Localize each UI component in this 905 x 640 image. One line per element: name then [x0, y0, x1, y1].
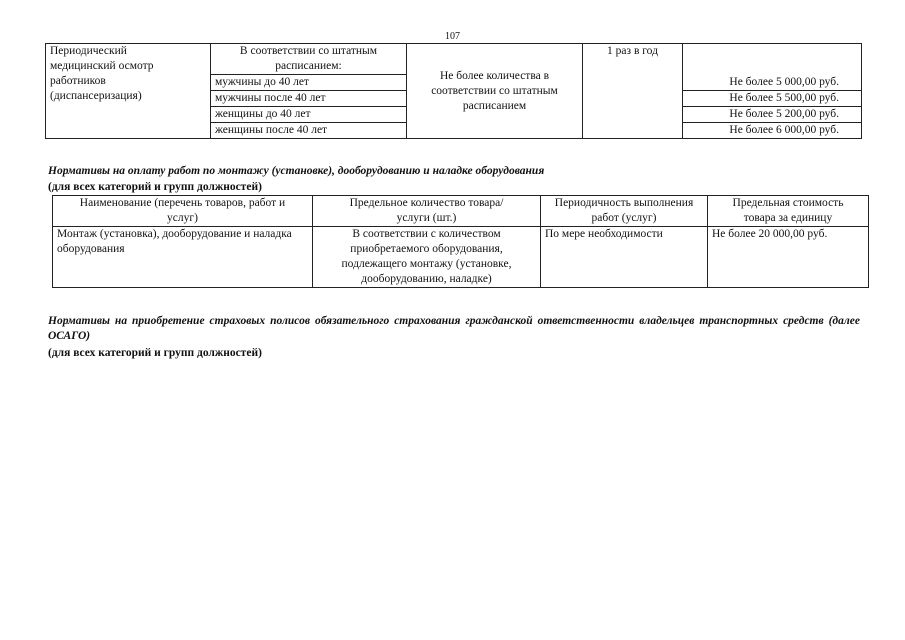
category-cell: мужчины до 40 лет: [211, 75, 407, 91]
price-cell: Не более 5 500,00 руб.: [683, 91, 862, 107]
section-subheading: (для всех категорий и групп должностей): [48, 347, 262, 359]
item-price: Не более 20 000,00 руб.: [708, 227, 869, 288]
category-cell: женщины после 40 лет: [211, 123, 407, 139]
page-number: 107: [445, 31, 460, 42]
item-frequency: По мере необходимости: [541, 227, 708, 288]
section-heading: Нормативы на приобретение страховых полисов обязательного страхования гражданской ответственности владельцев транспортных средств (далее ОСАГО): [48, 315, 860, 342]
item-name: Монтаж (установка), дооборудование и наладка оборудования: [53, 227, 313, 288]
column-header: Периодичность выполнения работ (услуг): [541, 196, 708, 227]
service-name: Периодический медицинский осмотр работников (диспансеризация): [46, 44, 211, 139]
section-subheading: (для всех категорий и групп должностей): [48, 181, 262, 193]
medical-exam-table: [45, 43, 862, 139]
section-heading: Нормативы на оплату работ по монтажу (установке), дооборудованию и наладке оборудования: [48, 165, 545, 177]
price-spacer: [683, 44, 862, 75]
installation-table: [52, 195, 869, 288]
table-row: [53, 227, 869, 288]
quantity-cell: Не более количества в соответствии со штатным расписанием: [407, 44, 583, 139]
column-header: Наименование (перечень товаров, работ и услуг): [53, 196, 313, 227]
category-cell: мужчины после 40 лет: [211, 91, 407, 107]
table-header-row: [53, 196, 869, 227]
item-quantity: В соответствии с количеством приобретаемого оборудования, подлежащего монтажу (установке, дооборудованию, наладке): [313, 227, 541, 288]
table-row: [46, 44, 862, 75]
column-header: Предельная стоимость товара за единицу: [708, 196, 869, 227]
basis-cell: В соответствии со штатным расписанием:: [211, 44, 407, 75]
frequency-cell: 1 раз в год: [583, 44, 683, 139]
price-cell: Не более 5 000,00 руб.: [683, 75, 862, 91]
category-cell: женщины до 40 лет: [211, 107, 407, 123]
price-cell: Не более 6 000,00 руб.: [683, 123, 862, 139]
column-header: Предельное количество товара/услуги (шт.): [313, 196, 541, 227]
price-cell: Не более 5 200,00 руб.: [683, 107, 862, 123]
